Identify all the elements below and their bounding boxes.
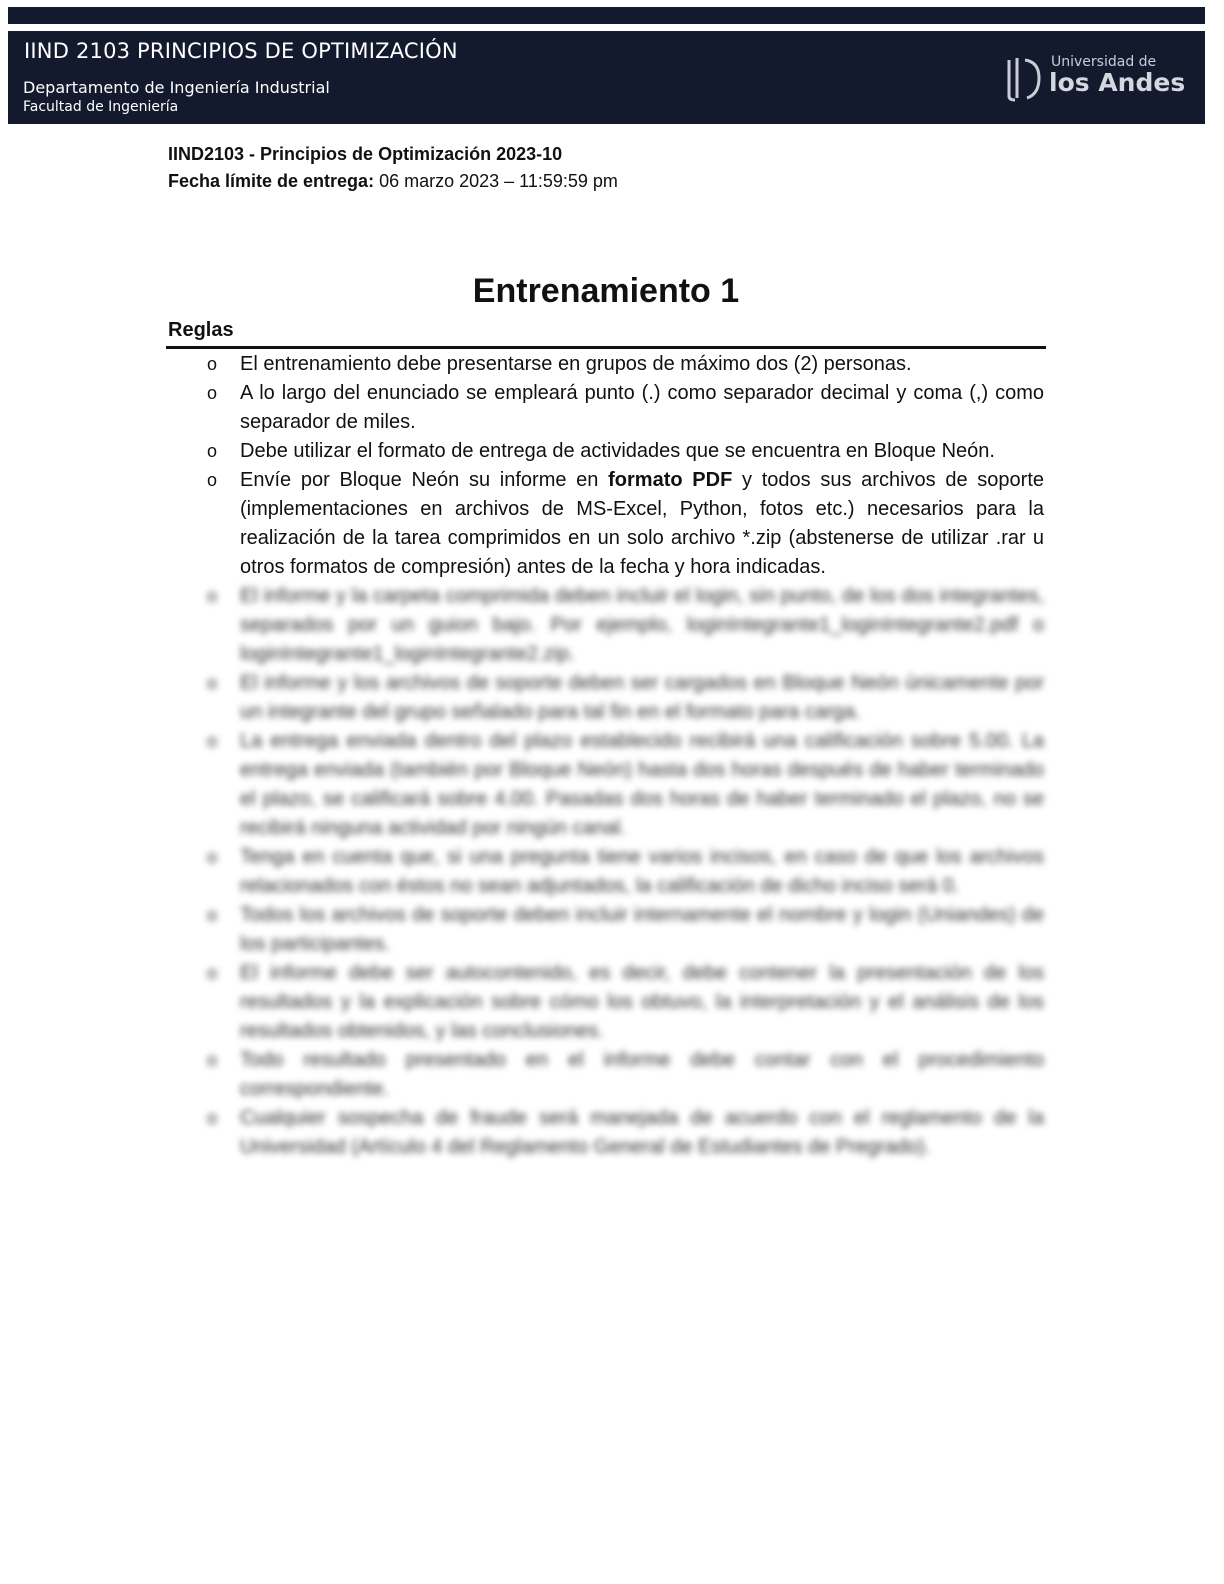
rule-item <box>0 582 1044 669</box>
rule-text: Tenga en cuenta que, si una pregunta tiene varios incisos, en caso de que los archivos relacionados con éstos no sean adjuntados, la calificación de dicho inciso será 0. <box>240 846 1044 897</box>
bullet-icon: o <box>206 731 217 751</box>
rule-item <box>0 727 1044 843</box>
rule-item <box>0 1104 1044 1162</box>
rules-list <box>0 350 1224 1162</box>
deadline-value: 06 marzo 2023 – 11:59:59 pm <box>379 171 618 191</box>
deadline-label: Fecha límite de entrega: <box>168 171 375 191</box>
rule-item <box>0 466 1044 582</box>
bullet-icon: o <box>206 847 217 867</box>
rule-item <box>0 901 1044 959</box>
bullet-icon: o <box>206 963 217 983</box>
rule-text: A lo largo del enunciado se empleará punto (.) como separador decimal y coma (,) como separador de miles. <box>240 382 1044 433</box>
bullet-icon: o <box>206 1050 217 1070</box>
rule-text: El entrenamiento debe presentarse en grupos de máximo dos (2) personas. <box>240 353 912 375</box>
rule-item <box>0 669 1044 727</box>
document-meta <box>168 141 618 195</box>
department-name: Departamento de Ingeniería Industrial <box>23 78 330 97</box>
rule-text: Cualquier sospecha de fraude será manejada de acuerdo con el reglamento de la Universidad (Artículo 4 del Reglamento General de Estudiantes de Pregrado). <box>240 1107 1044 1158</box>
bullet-icon: o <box>206 441 217 461</box>
bullet-icon: o <box>206 905 217 925</box>
bullet-icon: o <box>206 586 217 606</box>
logo-line-2: los Andes <box>1049 68 1186 97</box>
rules-heading: Reglas <box>168 319 234 341</box>
bullet-icon: o <box>206 383 217 403</box>
rule-text: Todo resultado presentado en el informe debe contar con el procedimiento correspondiente. <box>240 1049 1044 1100</box>
bullet-icon: o <box>206 354 217 374</box>
bullet-icon: o <box>206 673 217 693</box>
rule-text: Todos los archivos de soporte deben incluir internamente el nombre y login (Uniandes) de los participantes. <box>240 904 1044 955</box>
top-accent-bar <box>8 7 1205 24</box>
rule-item <box>0 843 1044 901</box>
bullet-icon: o <box>206 470 217 490</box>
faculty-name: Facultad de Ingeniería <box>23 99 179 115</box>
rule-text-bold: formato PDF <box>608 469 733 491</box>
rule-item <box>0 1046 1044 1104</box>
university-logo <box>1005 54 1186 104</box>
rule-text: El informe y los archivos de soporte deben ser cargados en Bloque Neón únicamente por un integrante del grupo señalado para tal fin en el formato para carga. <box>240 672 1044 723</box>
rule-text: El informe debe ser autocontenido, es decir, debe contener la presentación de los resultados y la explicación sobre cómo los obtuvo, la interpretación y el análisis de los resultados obtenidos, y las conclusiones. <box>240 962 1044 1042</box>
rule-item <box>0 959 1044 1046</box>
rule-text: El informe y la carpeta comprimida deben incluir el login, sin punto, de los dos integrantes, separados por un guion bajo. Por ejemplo, loginIntegrante1_loginIntegrante2.pdf o loginIntegrante1_loginIntegrante2.zip. <box>240 585 1044 665</box>
rule-text-start: Envíe por Bloque Neón su informe en <box>240 469 609 491</box>
rule-text-end: y todos sus archivos de soporte (implementaciones en archivos de MS-Excel, Python, fotos etc.) necesarios para la realización de la tarea comprimidos en un solo archivo *.zip (abstenerse de utilizar .rar u otros formatos de compresión) antes de la fecha y hora indicadas. <box>240 469 1045 578</box>
page-header <box>8 31 1205 124</box>
rule-text: La entrega enviada dentro del plazo establecido recibirá una calificación sobre 5.00. La entrega enviada (también por Bloque Neón) hasta dos horas después de haber terminado el plazo, se calificará sobre 4.00. Pasadas dos horas de haber terminado el plazo, no se recibirá ninguna actividad por ningún canal. <box>240 730 1044 839</box>
course-line: IIND2103 - Principios de Optimización 2023-10 <box>168 144 563 164</box>
section-divider <box>166 346 1046 349</box>
university-logo-mark-icon <box>1005 56 1043 102</box>
rule-item <box>0 350 1044 379</box>
rule-item <box>0 379 1044 437</box>
rule-text: Debe utilizar el formato de entrega de actividades que se encuentra en Bloque Neón. <box>240 440 995 462</box>
document-title: Entrenamiento 1 <box>472 272 740 310</box>
rule-item <box>0 437 1044 466</box>
logo-line-1: Universidad de <box>1051 54 1157 70</box>
course-title: IIND 2103 PRINCIPIOS DE OPTIMIZACIÓN <box>24 39 458 63</box>
bullet-icon: o <box>206 1108 217 1128</box>
deadline-line <box>168 168 618 195</box>
